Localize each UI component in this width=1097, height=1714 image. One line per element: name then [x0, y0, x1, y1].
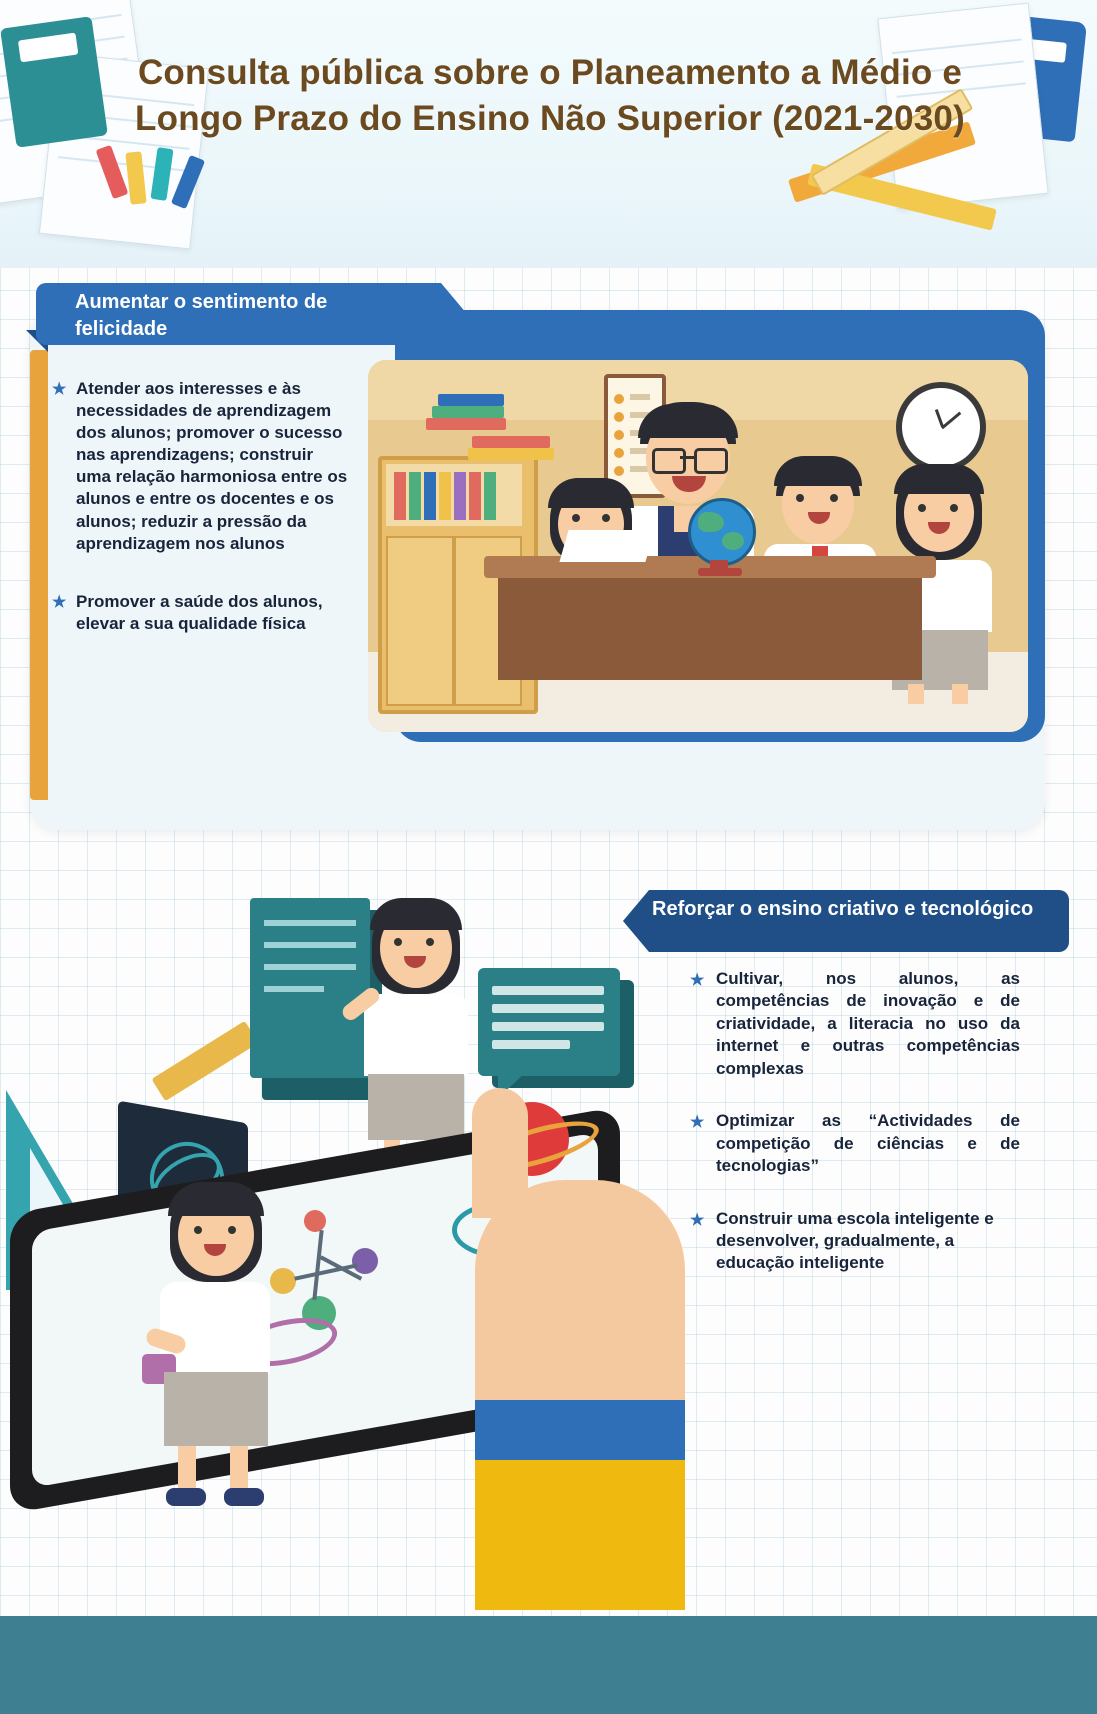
list-item-text: Cultivar, nos alunos, as competências de inovação e de criatividade, a literacia no uso da internet e outras competências complexas: [716, 969, 1020, 1078]
list-item: [52, 591, 352, 635]
decor-crayons-icon: [104, 146, 214, 206]
speech-bubble-icon: [478, 968, 620, 1076]
classroom-illustration: [368, 360, 1028, 732]
list-item-text: Atender aos interesses e às necessidades de aprendizagem dos alunos; promover o sucesso nas aprendizagens; construir uma relação harmoniosa entre os alunos e entre os docentes e os alunos; reduzir a pressão da aprendizagem nos alunos: [76, 379, 348, 553]
globe-icon: [686, 498, 756, 574]
sleeve-yellow: [475, 1460, 685, 1610]
section-felicidade-bullet-list: [52, 378, 352, 657]
list-item: [690, 968, 1020, 1080]
list-item: [690, 1208, 1020, 1275]
clock-icon: [896, 382, 986, 472]
paper-on-desk: [559, 530, 654, 562]
list-item-text: Optimizar as “Actividades de competição de ciências e de tecnologias”: [716, 1111, 1020, 1176]
bullet-star-icon: ★: [690, 1114, 705, 1132]
bullet-star-icon: ★: [52, 381, 67, 398]
bullet-star-icon: ★: [52, 593, 67, 611]
pointing-finger: [472, 1088, 528, 1218]
ruler-icon: [151, 1021, 258, 1101]
student-with-device-figure: [148, 1182, 288, 1482]
section-ensino-bullet-list: [690, 968, 1020, 1301]
technology-illustration: [0, 880, 700, 1620]
list-item: [690, 1110, 1020, 1177]
section-ensino-title: Reforçar o ensino criativo e tecnológico: [652, 898, 1034, 920]
sleeve-cuff-blue: [475, 1400, 685, 1460]
section-felicidade-title: Aumentar o sentimento de felicidade: [75, 291, 328, 340]
section-felicidade-spine: [30, 350, 48, 800]
list-item-text: Promover a saúde dos alunos, elevar a sua qualidade física: [76, 591, 323, 633]
bullet-star-icon: ★: [690, 972, 705, 989]
footer-band: [0, 1616, 1097, 1714]
page-title: Consulta pública sobre o Planeamento a Médio e Longo Prazo do Ensino Não Superior (2021-2030): [135, 53, 965, 139]
list-item-text: Construir uma escola inteligente e desenvolver, gradualmente, a educação inteligente: [716, 1208, 994, 1273]
books-stack-icon: [426, 418, 506, 430]
bullet-star-icon: ★: [690, 1211, 705, 1229]
list-item: [52, 378, 352, 555]
decor-notebook-icon: [0, 16, 108, 148]
